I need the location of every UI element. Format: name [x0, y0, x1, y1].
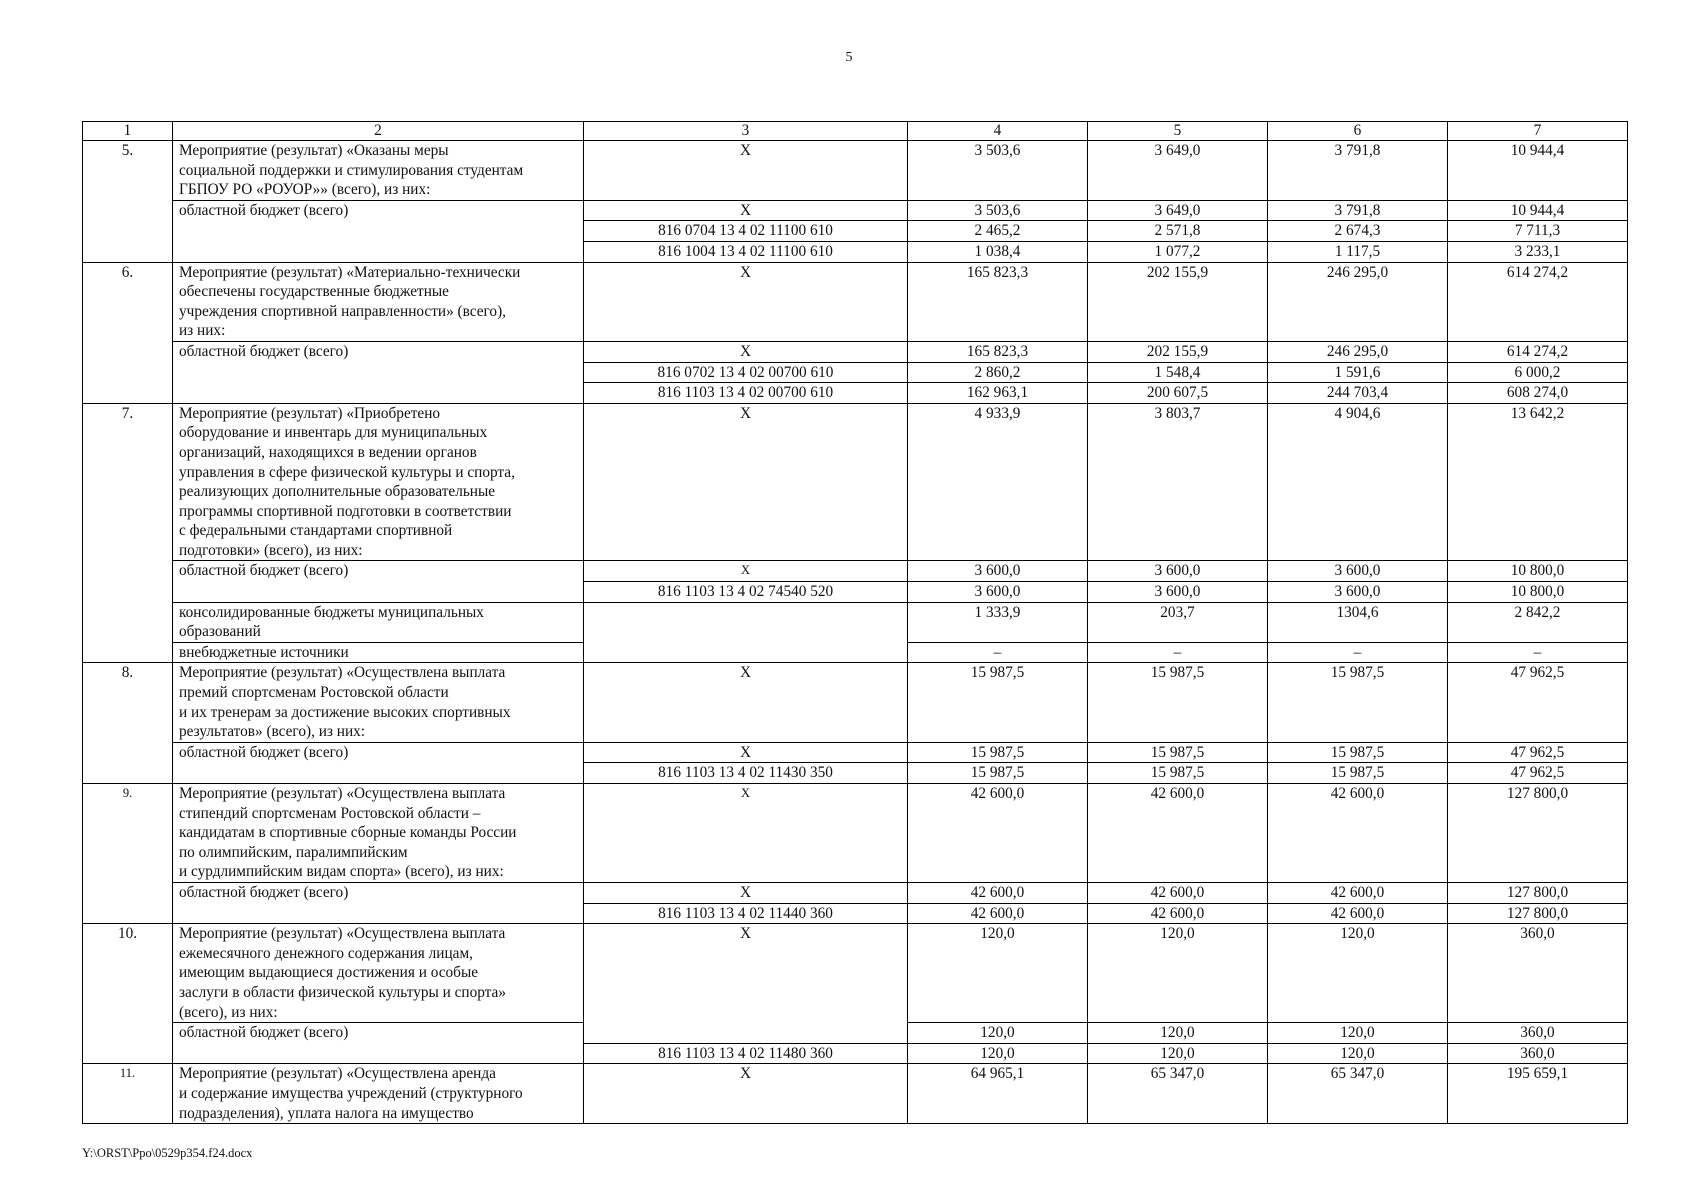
table-cell: 1304,6 [1268, 602, 1448, 642]
table-cell: Х [584, 663, 908, 742]
table-cell: 244 703,4 [1268, 383, 1448, 404]
table-cell: 7 711,3 [1448, 221, 1628, 242]
budget-table [82, 121, 1628, 1124]
table-cell: 3 600,0 [1268, 561, 1448, 582]
table-cell: Х [584, 742, 908, 763]
table-cell: 3 233,1 [1448, 241, 1628, 262]
cell-text-line: учреждения спортивной направленности» (всего), [179, 302, 506, 320]
table-cell: внебюджетные источники [173, 642, 584, 663]
table-cell: 360,0 [1448, 924, 1628, 1023]
table-cell: 127 800,0 [1448, 903, 1628, 924]
table-cell: 42 600,0 [1088, 882, 1268, 903]
column-header: 3 [584, 122, 908, 141]
table-cell: 127 800,0 [1448, 882, 1628, 903]
table-cell: 15 987,5 [908, 663, 1088, 742]
cell-text-line: Мероприятие (результат) «Приобретено [179, 404, 441, 422]
table-cell: 42 600,0 [908, 903, 1088, 924]
table-cell [173, 602, 584, 642]
table-cell: 2 860,2 [908, 362, 1088, 383]
cell-text-line: по олимпийским, паралимпийским [179, 843, 408, 861]
table-cell: 3 600,0 [1088, 582, 1268, 603]
table-cell [173, 403, 584, 561]
table-cell: Х [584, 403, 908, 561]
table-cell: 816 1004 13 4 02 11100 610 [584, 241, 908, 262]
table-cell: 3 600,0 [1088, 561, 1268, 582]
cell-text-line: управления в сфере физической культуры и спорта, [179, 463, 515, 481]
table-cell: 10 800,0 [1448, 561, 1628, 582]
table-cell: 120,0 [1268, 924, 1448, 1023]
table-cell: 65 347,0 [1088, 1064, 1268, 1124]
table-cell: 816 1103 13 4 02 11440 360 [584, 903, 908, 924]
table-cell: 3 503,6 [908, 200, 1088, 221]
cell-text-line: организаций, находящихся в ведении органов [179, 443, 477, 461]
table-cell: 120,0 [1088, 924, 1268, 1023]
table-cell: 816 1103 13 4 02 74540 520 [584, 582, 908, 603]
table-cell: 3 600,0 [908, 561, 1088, 582]
table-cell: 165 823,3 [908, 341, 1088, 362]
cell-text-line: подразделения), уплата налога на имущество [179, 1104, 474, 1122]
table-cell: 2 571,8 [1088, 221, 1268, 242]
table-cell: 13 642,2 [1448, 403, 1628, 561]
cell-text-line: (всего), из них: [179, 1003, 278, 1021]
table-cell: 360,0 [1448, 1043, 1628, 1064]
table-cell: 120,0 [1268, 1023, 1448, 1044]
cell-text-line: Мероприятие (результат) «Осуществлена выплата [179, 664, 506, 682]
table-cell: 816 0704 13 4 02 11100 610 [584, 221, 908, 242]
table-cell: 42 600,0 [1088, 903, 1268, 924]
cell-text-line: консолидированные бюджеты муниципальных [179, 603, 484, 621]
table-cell: 10. [83, 924, 173, 1064]
table-cell: 11. [83, 1064, 173, 1124]
table-cell: 5. [83, 141, 173, 263]
table-cell: 1 117,5 [1268, 241, 1448, 262]
table-cell: 15 987,5 [1088, 742, 1268, 763]
table-cell: – [908, 642, 1088, 663]
table-cell: 15 987,5 [1088, 763, 1268, 784]
table-cell: 162 963,1 [908, 383, 1088, 404]
cell-text-line: Мероприятие (результат) «Осуществлена аренда [179, 1065, 496, 1083]
cell-text-line: ежемесячного денежного содержания лицам, [179, 944, 473, 962]
table-cell: 120,0 [908, 924, 1088, 1023]
table-cell: 47 962,5 [1448, 763, 1628, 784]
cell-text-line: имеющим выдающиеся достижения и особые [179, 964, 479, 982]
table-cell: 6 000,2 [1448, 362, 1628, 383]
table-cell: 816 1103 13 4 02 11430 350 [584, 763, 908, 784]
table-cell: 1 591,6 [1268, 362, 1448, 383]
table-cell: 42 600,0 [908, 784, 1088, 883]
table-row [83, 1064, 1628, 1124]
table-cell: 2 674,3 [1268, 221, 1448, 242]
table-cell: 2 465,2 [908, 221, 1088, 242]
cell-text-line: Мероприятие (результат) «Осуществлена выплата [179, 785, 506, 802]
table-cell: 246 295,0 [1268, 341, 1448, 362]
table-cell: Х [584, 1064, 908, 1124]
table-cell: 816 1103 13 4 02 11480 360 [584, 1043, 908, 1064]
table-cell [173, 924, 584, 1023]
cell-text-line: оборудование и инвентарь для муниципальных [179, 424, 488, 442]
table-row [83, 262, 1628, 341]
table-cell [173, 1064, 584, 1124]
table-cell: 203,7 [1088, 602, 1268, 642]
table-cell: 120,0 [1268, 1043, 1448, 1064]
table-cell: 200 607,5 [1088, 383, 1268, 404]
table-cell: 7. [83, 403, 173, 663]
table-cell: 816 0702 13 4 02 00700 610 [584, 362, 908, 383]
table-cell [173, 141, 584, 201]
table-cell: 1 333,9 [908, 602, 1088, 642]
table-row [83, 663, 1628, 742]
table-cell [173, 784, 584, 883]
table-cell: Х [584, 341, 908, 362]
table-cell: областной бюджет (всего) [173, 200, 584, 262]
table-cell [173, 262, 584, 341]
table-cell: 64 965,1 [908, 1064, 1088, 1124]
table-cell: 3 503,6 [908, 141, 1088, 201]
table-cell: Х [584, 784, 908, 883]
table-cell: 4 904,6 [1268, 403, 1448, 561]
table-cell: 6. [83, 262, 173, 403]
table-cell: 10 800,0 [1448, 582, 1628, 603]
table-cell: 42 600,0 [1268, 882, 1448, 903]
cell-text-line: и содержание имущества учреждений (структурного [179, 1084, 523, 1102]
table-cell: 3 600,0 [908, 582, 1088, 603]
cell-text-line: и сурдлимпийским видам спорта» (всего), из них: [179, 863, 504, 881]
table-cell: – [1448, 642, 1628, 663]
table-cell: 1 038,4 [908, 241, 1088, 262]
table-cell: областной бюджет (всего) [173, 882, 584, 923]
column-header: 5 [1088, 122, 1268, 141]
cell-text-line: образований [179, 623, 261, 641]
cell-text-line: Мероприятие (результат) «Оказаны меры [179, 142, 449, 159]
table-cell: 614 274,2 [1448, 341, 1628, 362]
table-cell: Х [584, 561, 908, 582]
table-header-row [83, 122, 1628, 141]
table-cell: 3 803,7 [1088, 403, 1268, 561]
cell-text-line: стипендий спортсменам Ростовской области – [179, 804, 481, 822]
table-cell [584, 602, 908, 663]
table-cell: Х [584, 882, 908, 903]
table-cell: 15 987,5 [1268, 663, 1448, 742]
table-cell: 15 987,5 [1268, 763, 1448, 784]
cell-text-line: с федеральными стандартами спортивной [179, 522, 453, 540]
table-cell: Х [584, 200, 908, 221]
cell-text-line: заслуги в области физической культуры и спорта» [179, 983, 506, 1001]
table-cell: областной бюджет (всего) [173, 341, 584, 403]
table-cell: 202 155,9 [1088, 262, 1268, 341]
table-cell: 120,0 [908, 1023, 1088, 1044]
table-cell: 65 347,0 [1268, 1064, 1448, 1124]
table-cell: 10 944,4 [1448, 200, 1628, 221]
table-cell: 47 962,5 [1448, 742, 1628, 763]
column-header: 4 [908, 122, 1088, 141]
table-cell: 15 987,5 [1268, 742, 1448, 763]
table-cell: – [1088, 642, 1268, 663]
page-number: 5 [845, 50, 853, 65]
table-cell: 42 600,0 [1268, 784, 1448, 883]
table-cell: 47 962,5 [1448, 663, 1628, 742]
table-cell: 202 155,9 [1088, 341, 1268, 362]
table-cell: Х [584, 924, 908, 1044]
table-cell: 3 649,0 [1088, 141, 1268, 201]
table-cell: 15 987,5 [908, 742, 1088, 763]
table-row [83, 561, 1628, 582]
table-cell: областной бюджет (всего) [173, 742, 584, 783]
table-row [83, 924, 1628, 1023]
table-cell: 1 077,2 [1088, 241, 1268, 262]
column-header: 7 [1448, 122, 1628, 141]
table-cell: областной бюджет (всего) [173, 561, 584, 602]
table-cell [173, 663, 584, 742]
table-row [83, 200, 1628, 221]
table-cell: 15 987,5 [908, 763, 1088, 784]
table-cell: 2 842,2 [1448, 602, 1628, 642]
cell-text-line: подготовки» (всего), из них: [179, 541, 363, 559]
table-cell: 1 548,4 [1088, 362, 1268, 383]
cell-text-line: и их тренерам за достижение высоких спортивных [179, 703, 511, 721]
table-cell: 120,0 [1088, 1043, 1268, 1064]
table-cell: 127 800,0 [1448, 784, 1628, 883]
table-cell: 3 600,0 [1268, 582, 1448, 603]
table-cell: 42 600,0 [1268, 903, 1448, 924]
cell-text-line: социальной поддержки и стимулирования студентам [179, 161, 524, 179]
table-cell: 8. [83, 663, 173, 784]
table-cell: 3 791,8 [1268, 141, 1448, 201]
table-cell: 4 933,9 [908, 403, 1088, 561]
table-cell: 165 823,3 [908, 262, 1088, 341]
cell-text-line: результатов» (всего), из них: [179, 723, 366, 741]
table-cell: 3 649,0 [1088, 200, 1268, 221]
table-cell: 360,0 [1448, 1023, 1628, 1044]
cell-text-line: Мероприятие (результат) «Материально-технически [179, 263, 521, 281]
table-cell: 15 987,5 [1088, 663, 1268, 742]
table-cell: 246 295,0 [1268, 262, 1448, 341]
column-header: 6 [1268, 122, 1448, 141]
table-cell: 608 274,0 [1448, 383, 1628, 404]
cell-text-line: обеспечены государственные бюджетные [179, 283, 449, 301]
table-row [83, 602, 1628, 642]
cell-text-line: ГБПОУ РО «РОУОР»» (всего), из них: [179, 181, 431, 199]
table-row [83, 784, 1628, 883]
table-cell: – [1268, 642, 1448, 663]
file-path-footer: Y:\ORST\Ppo\0529p354.f24.docx [82, 1146, 253, 1160]
table-row [83, 341, 1628, 362]
column-header: 1 [83, 122, 173, 141]
table-cell: 10 944,4 [1448, 141, 1628, 201]
table-row [83, 403, 1628, 561]
table-cell: областной бюджет (всего) [173, 1023, 584, 1064]
cell-text-line: премий спортсменам Ростовской области [179, 684, 449, 702]
table-cell: Х [584, 141, 908, 201]
cell-text-line: программы спортивной подготовки в соответствии [179, 502, 512, 520]
table-row [83, 141, 1628, 201]
table-row [83, 742, 1628, 763]
table-cell: 816 1103 13 4 02 00700 610 [584, 383, 908, 404]
cell-text-line: из них: [179, 322, 226, 340]
table-cell: 3 791,8 [1268, 200, 1448, 221]
cell-text-line: Мероприятие (результат) «Осуществлена выплата [179, 925, 506, 943]
table-cell: 120,0 [1088, 1023, 1268, 1044]
table-cell: 614 274,2 [1448, 262, 1628, 341]
table-cell: 42 600,0 [1088, 784, 1268, 883]
cell-text-line: реализующих дополнительные образовательные [179, 483, 496, 501]
table-cell: 9. [83, 784, 173, 924]
cell-text-line: кандидатам в спортивные сборные команды России [179, 824, 517, 842]
table-cell: 120,0 [908, 1043, 1088, 1064]
table-cell: 42 600,0 [908, 882, 1088, 903]
table-row [83, 882, 1628, 903]
column-header: 2 [173, 122, 584, 141]
table-cell: 195 659,1 [1448, 1064, 1628, 1124]
table-cell: Х [584, 262, 908, 341]
